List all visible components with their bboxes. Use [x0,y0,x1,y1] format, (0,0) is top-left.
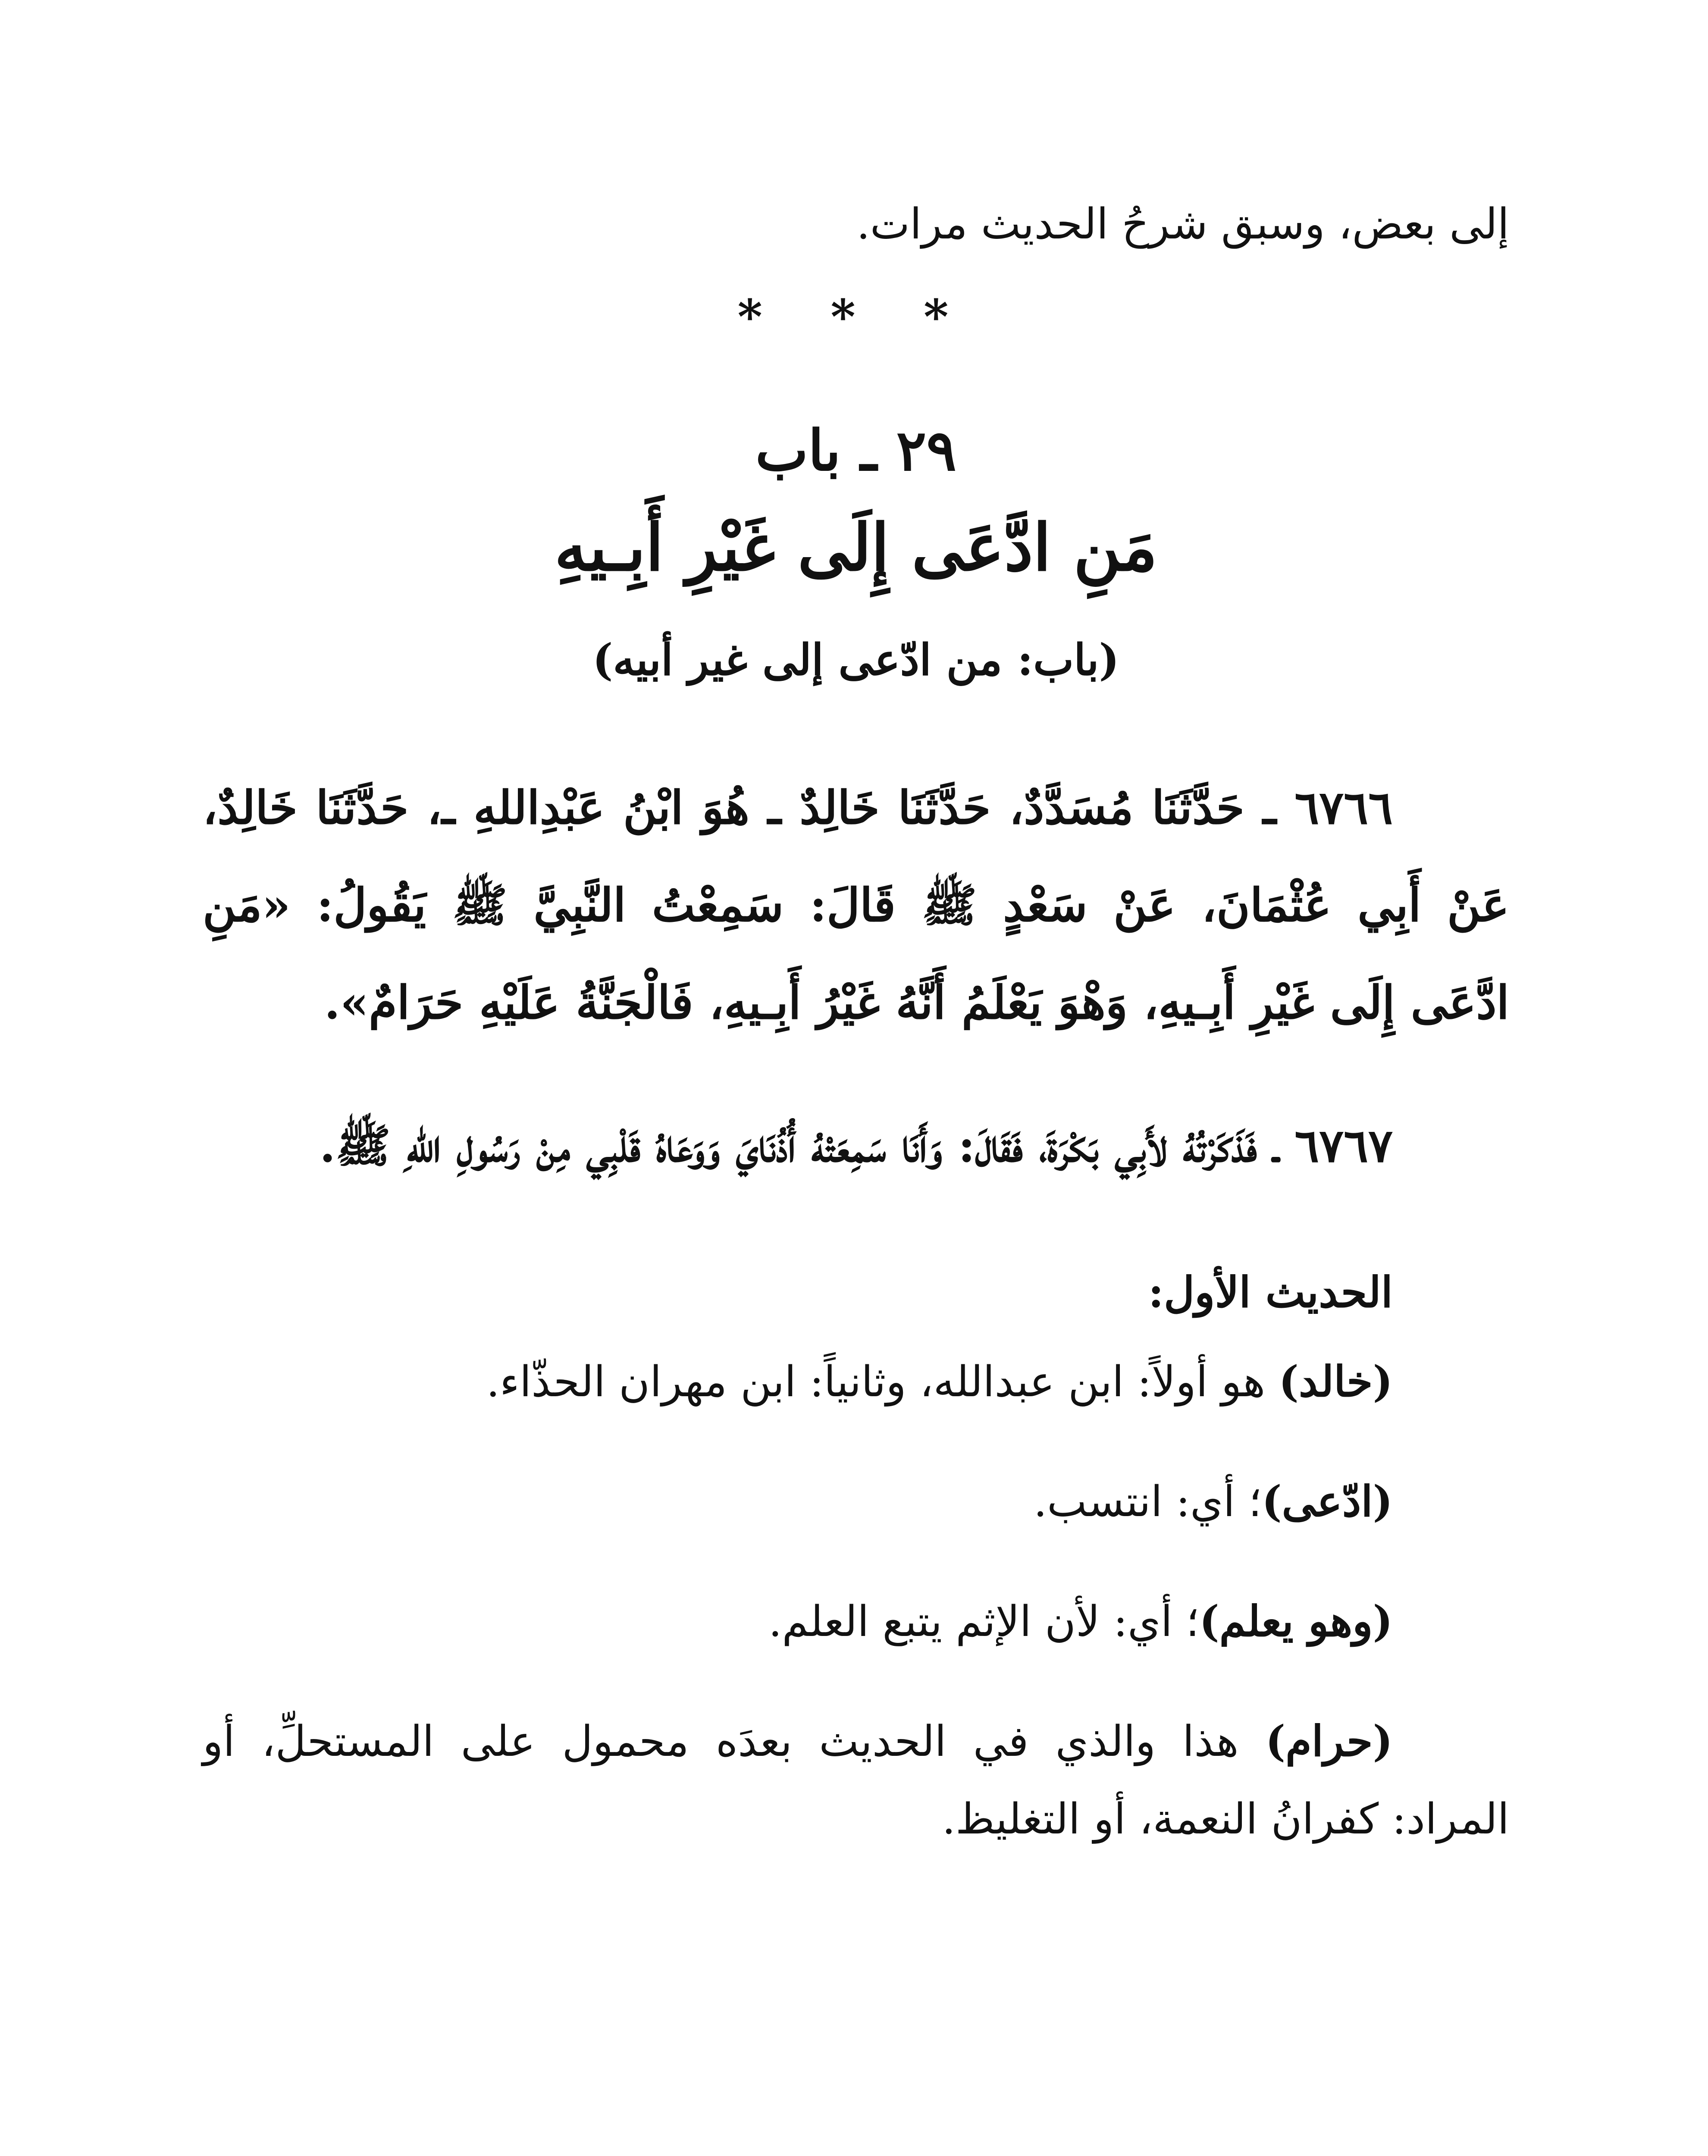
chapter-title: مَنِ ادَّعَى إِلَى غَيْرِ أَبِـيهِ [554,510,1158,586]
commentary-item-iddaa [203,1463,1509,1541]
commentary-text: هو أولاً: ابن عبدالله، وثانياً: ابن مهران الحذّاء. [486,1357,1279,1407]
commentary-text: ؛ أي: انتسب. [1033,1477,1262,1526]
chapter-subtitle: (باب: من ادّعى إلى غير أبيه) [592,634,1119,685]
commentary-term: (حرام) [1265,1717,1393,1766]
commentary-heading: الحديث الأول: [1148,1268,1393,1317]
commentary-term: (ادّعى) [1262,1477,1393,1526]
commentary-text: ؛ أي: لأن الإثم يتبع العلم. [768,1597,1200,1646]
chapter-number: ٢٩ ـ باب [755,417,957,483]
commentary-item-yaalam [203,1583,1509,1661]
book-page [203,142,1509,2156]
section-separator: * * * [737,289,975,345]
commentary-item-haram [203,1703,1509,1858]
hadith-6767: ٦٧٦٧ ـ فَذَكَرْتُهُ لأَبِي بَكْرَةَ، فَقَالَ: وَأَنَا سَمِعَتْهُ أُذُنَايَ وَوَعَاهُ قَلْبِي مِنْ رَسُولِ اللهِ ﷺ. [320,1119,1393,1172]
intro-line: إلى بعض، وسبق شرحُ الحديث مرات. [856,200,1509,249]
commentary-term: (وهو يعلم) [1199,1597,1393,1646]
commentary-item-khalid [203,1343,1509,1421]
hadith-6766: ٦٧٦٦ ـ حَدَّثَنَا مُسَدَّدٌ، حَدَّثَنَا خَالِدٌ ـ هُوَ ابْنُ عَبْدِاللهِ ـ، حَدَّثَنَا خَالِدٌ، عَنْ أَبِي عُثْمَانَ، عَنْ سَعْدٍ ﷺ قَالَ: سَمِعْتُ النَّبِيَّ ﷺ يَقُولُ: «مَنِ ادَّعَى إِلَى غَيْرِ أَبِـيهِ، وَهْوَ يَعْلَمُ أَنَّهُ غَيْرُ أَبِـيهِ، فَالْجَنَّةُ عَلَيْهِ حَرَامٌ». [203,780,1509,1029]
commentary-term: (خالد) [1279,1357,1393,1407]
commentary-text: هذا والذي في الحديث بعدَه محمول على المستحلِّ، أو المراد: كفرانُ النعمة، أو التغليظ. [203,1717,1509,1844]
commentary-section [203,1255,1509,1858]
